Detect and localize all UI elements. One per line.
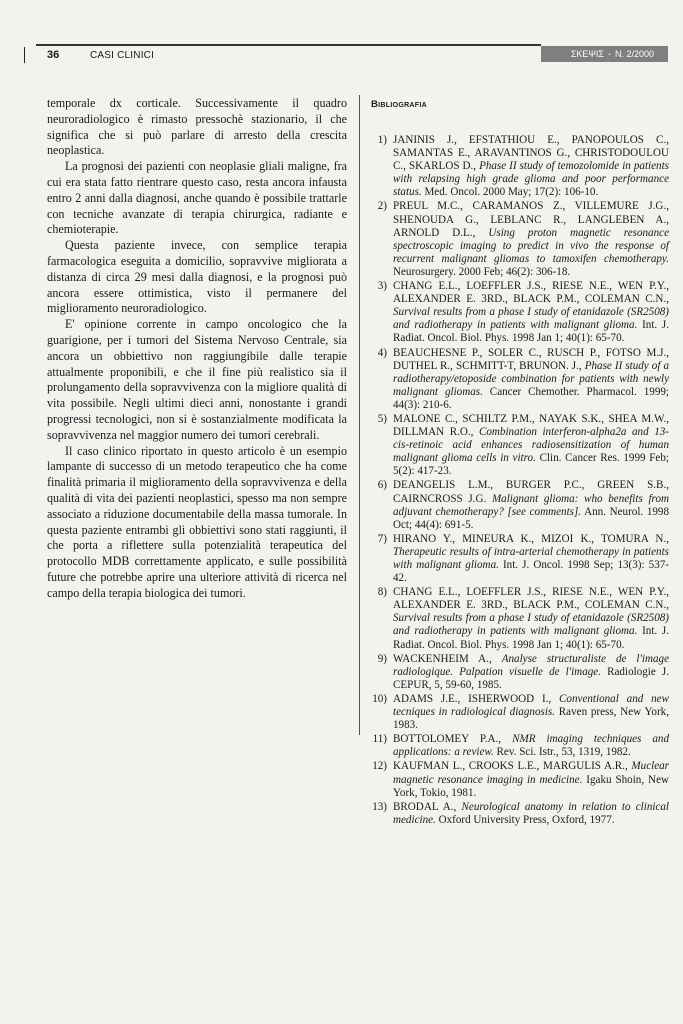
- reference-source: Clin. Cancer Res. 1999 Feb; 5(2): 417-23.: [393, 452, 669, 478]
- reference-number: 6): [377, 479, 387, 492]
- reference-item: [371, 134, 669, 199]
- reference-number: 13): [372, 800, 387, 813]
- page-number: 36: [47, 49, 60, 61]
- page-header: [0, 0, 683, 64]
- reference-title: Conventional and new tecniques in radiological diagnosis.: [393, 692, 669, 719]
- reference-authors: CHANG E.L., LOEFFLER J.S., RIESE N.E., WEN P.Y., ALEXANDER E. 3RD., BLACK P.M., COLEMAN C.N.,: [393, 280, 669, 306]
- reference-item: [371, 479, 669, 531]
- journal-separator: -: [607, 49, 611, 59]
- reference-source: Ann. Neurol. 1998 Oct; 44(4): 691-5.: [393, 505, 670, 531]
- reference-authors: ADAMS J.E., ISHERWOOD I.,: [393, 692, 560, 705]
- section-label: CASI CLINICI: [90, 50, 155, 61]
- header-rule: [36, 44, 541, 46]
- reference-number: 10): [372, 692, 387, 705]
- reference-authors: BOTTOLOMEY P.A.,: [393, 733, 513, 746]
- reference-authors: HIRANO Y., MINEURA K., MIZOI K., TOMURA N.,: [393, 532, 669, 545]
- article-paragraph: Questa paziente invece, con semplice terapia farmacologica eseguita a domicilio, sopravvive migliorata a distanza di circa 29 mesi dalla diagnosi, e la prognosi può ancora essere ottimistica, visto il permanere del miglioramento neuroradiologico.: [47, 238, 347, 316]
- reference-item: [371, 760, 669, 799]
- reference-item: [371, 693, 669, 732]
- journal-badge: [541, 46, 668, 62]
- reference-source: Int. J. Radiat. Oncol. Biol. Phys. 1998 Jan 1; 40(1): 65-70.: [393, 625, 669, 651]
- reference-authors: JANINIS J., EFSTATHIOU E., PANOPOULOS C., SAMANTAS E., ARAVANTINOS G., CHRISTODOULOU C., SKARLOS D.,: [393, 134, 669, 173]
- reference-item: [371, 653, 669, 692]
- reference-source: Med. Oncol. 2000 May; 17(2): 106-10.: [421, 186, 599, 199]
- reference-title: Phase II study of a radiotherapy/etoposide combination for patients with newly malignant gliomas.: [393, 359, 670, 398]
- article-paragraph: E' opinione corrente in campo oncologico che la guarigione, per i tumori del Sistema Nervoso Centrale, sia ancora un obbiettivo non raggiungibile dalle terapie attualmente proponibili, e che il fine più realistico sia il prolungamento della sopravvivenza con la migliore qualità di vita possibile. Negli ultimi dieci anni, nonostante i grandi progressi tecnologici, non si è sostanzialmente modificata la sopravvivenza nel maggior numero dei tumori cerebrali.: [47, 317, 347, 442]
- reference-text: [393, 200, 669, 279]
- reference-number: 9): [377, 652, 387, 665]
- reference-source: Rev. Sci. Istr., 53, 1319, 1982.: [493, 746, 631, 759]
- column-divider: [359, 95, 360, 735]
- reference-text: [393, 134, 669, 199]
- reference-number: 7): [377, 532, 387, 545]
- reference-text: [393, 586, 669, 651]
- reference-text: [393, 479, 669, 531]
- reference-title: Neurological anatomy in relation to clinical medicine.: [393, 800, 669, 826]
- reference-text: [393, 347, 669, 412]
- reference-title: Analyse structuraliste de l'image radiologique. Palpation visuelle de l'image.: [393, 652, 669, 678]
- reference-item: [371, 280, 669, 345]
- bibliography-list: [371, 134, 669, 828]
- reference-authors: BEAUCHESNE P., SOLER C., RUSCH P., FOTSO M.J., DUTHEL R., SCHMITT-T, BRUNON. J.,: [393, 346, 669, 372]
- reference-item: [371, 801, 669, 827]
- reference-title: Malignant glioma: who benefits from adjuvant chemotherapy? [see comments].: [393, 492, 669, 518]
- reference-number: 1): [377, 134, 387, 146]
- journal-name: ΣΚΕΨΙΣ: [570, 49, 604, 59]
- reference-source: Int. J. Radiat. Oncol. Biol. Phys. 1998 Jan 1; 40(1): 65-70.: [393, 319, 669, 345]
- article-paragraph: Il caso clinico riportato in questo articolo è un esempio lampante di successo di un metodo terapeutico che ha come finalità primaria il miglioramento della sopravvivenza e della qualità di vita dei pazienti neoplastici, spesso ma non sempre associato a riduzione documentabile della massa tumorale. In questa paziente entrambi gli obbiettivi sono stati raggiunti, il che porta a riflettere sulla potenzialità terapeutica del protocollo MDB correttamente applicato, e sulle possibilità future che potrebbe aprire una ulteriore attività di ricerca nel campo della terapia biologica dei tumori.: [47, 443, 347, 600]
- reference-text: [393, 693, 669, 732]
- reference-text: [393, 413, 669, 478]
- reference-text: [393, 533, 669, 585]
- reference-title: Phase II study of temozolomide in patients with relapsing high grade glioma and poor performance status.: [393, 160, 669, 199]
- reference-item: [371, 586, 669, 651]
- article-paragraph: temporale dx corticale. Successivamente il quadro neuroradiologico è rimasto pressochè stazionario, il che significa che si può parlare di arresto della crescita neoplastica.: [47, 96, 347, 158]
- reference-text: [393, 280, 669, 345]
- reference-title: Combination interferon-alpha2a and 13-cis-retinoic acid enhances radiosensitization of human malignant glioma cells in vitro.: [393, 426, 669, 465]
- reference-source: Int. J. Oncol. 1998 Sep; 13(3): 537-42.: [393, 559, 669, 585]
- reference-source: Oxford University Press, Oxford, 1977.: [435, 813, 615, 826]
- bibliography-title: Bibliografia: [371, 99, 427, 110]
- reference-source: Neurosurgery. 2000 Feb; 46(2): 306-18.: [393, 265, 571, 278]
- reference-text: [393, 801, 669, 827]
- reference-number: 5): [377, 412, 387, 425]
- article-body: [47, 96, 347, 602]
- reference-authors: PREUL M.C., CARAMANOS Z., VILLEMURE J.G., SHENOUDA G., LEBLANC R., LANGLEBEN A., ARNOLD D.L.,: [393, 200, 669, 239]
- reference-source: Radiologie J. CEPUR, 5, 59-60, 1985.: [393, 665, 669, 691]
- reference-number: 11): [372, 733, 387, 746]
- reference-item: [371, 733, 669, 759]
- reference-text: [393, 760, 669, 799]
- journal-issue: N. 2/2000: [614, 49, 654, 59]
- reference-item: [371, 200, 669, 279]
- reference-item: [371, 347, 669, 412]
- reference-authors: KAUFMAN L., CROOKS L.E., MARGULIS A.R.,: [393, 760, 632, 773]
- reference-source: Raven press, New York, 1983.: [393, 706, 669, 732]
- reference-title: Survival results from a phase I study of etanidazole (SR2508) and radiotherapy in patients with malignant glioma.: [393, 306, 669, 332]
- reference-title: Using proton magnetic resonance spectroscopic imaging to predict in vivo the response of recurrent malignant gliomas to tamoxifen chemotherapy.: [393, 226, 669, 265]
- reference-number: 2): [377, 200, 387, 213]
- reference-authors: WACKENHEIM A.,: [393, 652, 502, 665]
- reference-item: [371, 413, 669, 478]
- reference-title: Therapeutic results of intra-arterial chemotherapy in patients with malignant glioma.: [393, 545, 669, 571]
- reference-source: Igaku Shoin, New York, Tokio, 1981.: [393, 773, 670, 799]
- reference-source: Cancer Chemother. Pharmacol. 1999; 44(3): 210-6.: [393, 385, 669, 411]
- reference-title: Survival results from a phase I study of etanidazole (SR2508) and radiotherapy in patients with malignant glioma.: [393, 612, 669, 638]
- reference-text: [393, 733, 669, 759]
- reference-item: [371, 533, 669, 585]
- reference-number: 12): [372, 760, 387, 773]
- reference-authors: BRODAL A.,: [393, 800, 462, 813]
- reference-authors: MALONE C., SCHILTZ P.M., NAYAK S.K., SHEA M.W., DILLMAN R.O.,: [393, 412, 669, 439]
- reference-number: 4): [377, 346, 387, 359]
- reference-number: 8): [377, 586, 387, 599]
- reference-title: NMR imaging techniques and applications: a review.: [393, 733, 670, 759]
- reference-authors: CHANG E.L., LOEFFLER J.S., RIESE N.E., WEN P.Y., ALEXANDER E. 3RD., BLACK P.M., COLEMAN C.N.,: [393, 586, 669, 612]
- reference-text: [393, 653, 669, 692]
- article-paragraph: La prognosi dei pazienti con neoplasie gliali maligne, fra cui era stata fatto rientrare questo caso, resta ancora infausta entro 2 anni dalla diagnosi, anche quando è possibile trattarle con tecniche avanzate di terapia chirurgica, radiante e chemioterapie.: [47, 159, 347, 237]
- header-tick: [24, 47, 25, 63]
- reference-title: Muclear magnetic resonance imaging in medicine.: [393, 760, 669, 786]
- reference-number: 3): [377, 280, 387, 293]
- reference-authors: DEANGELIS L.M., BURGER P.C., GREEN S.B., CAIRNCROSS J.G.: [393, 479, 669, 505]
